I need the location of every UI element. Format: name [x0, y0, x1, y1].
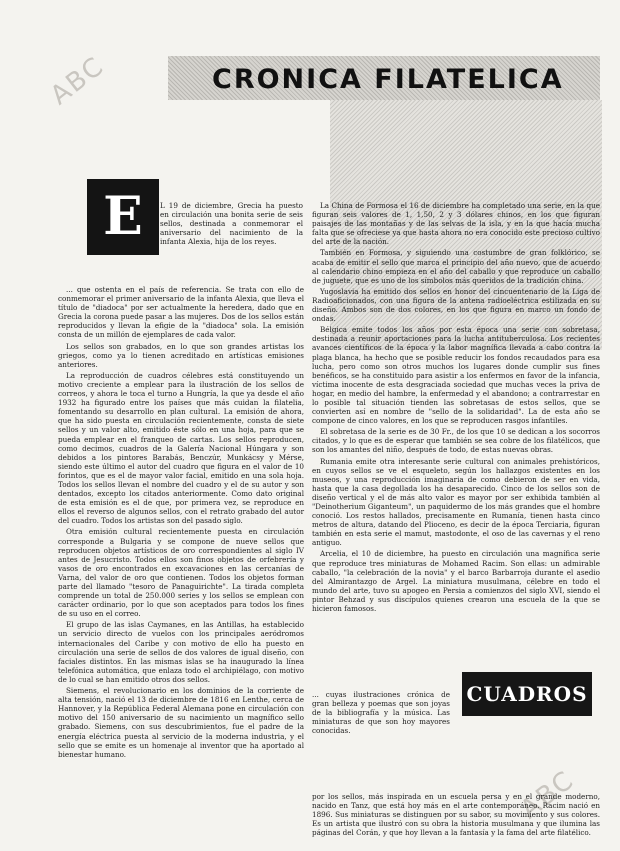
right-bottom-paragraph: por los sellos, más inspirada en un escuela persa y en el grande moderno, nacido en Tanz, que está hoy más en el arte contemporáneo. Racim nació en 1896. Sus miniaturas se distinguen por su sabor, su movimiento y sus colores. Es un artista que ilustró con su obra la historia musulmana y que ilumina las páginas del Corán, y que hoy llevan a la fantasía y la fama del arte filatélico. — [312, 792, 600, 838]
left-paragraph: El grupo de las islas Caymanes, en las Antillas, ha establecido un servicio directo de vuelos con los principales aeródromos internacionales del Caribe y con motivo de ello ha puesto en circulación una serie de sellos de dos valores de igual diseño, con faciales distintos. En las mismas islas se ha inaugurado la línea telefónica automática, que enlaza todo el archipiélago, con motivo de lo cual se han emitido otros dos sellos. — [58, 620, 304, 684]
right-paragraph: También en Formosa, y siguiendo una costumbre de gran folklórico, se acaba de emitir el sello que marca el principio del año nuevo, que de acuerdo al calendario chino empieza en el año del caballo y que reproduce un caballo de juguete, que es uno de los símbolos más queridos de la tradición china. — [312, 248, 600, 285]
left-paragraph: Otra emisión cultural recientemente puesta en circulación corresponde a Bulgaria y se compone de nueve sellos que reproducen objetos artísticos de oro correspondientes al siglo IV antes de Jesucristo. Todos ellos son finos objetos de orfebrería y vasos de oro encontrados en excavaciones en las cercanías de Varna, del valor de oro que contienen. Todos los objetos forman parte del llamado "tesoro de Panaguirichte". La tirada completa comprende un total de 250.000 series y los sellos se emplean con carácter ordinario, por lo que son aceptados para todos los fines de su uso en el correo. — [58, 527, 304, 619]
watermark-bottom-right: ABC — [515, 764, 581, 826]
right-low-paragraph: ... cuyas ilustraciones crónica de gran belleza y poemas que son joyas de la bibliografía y la música. Las miniaturas de que son hoy mayores conocidas. — [312, 690, 450, 736]
left-paragraph: ... que ostenta en el país de referencia. Se trata con ello de conmemorar el primer aniversario de la infanta Alexia, que lleva el título de "diadoca" por ser actualmente la heredera, dado que en Grecia la corona puede pasar a las mujeres. Dos de los sellos están reproducidos y llevan la efigie de la "diadoca" sola. La emisión consta de un millón de ejemplares de cada valor. — [58, 285, 304, 340]
section-box-cuadros: CUADROS — [462, 672, 592, 716]
left-column — [58, 285, 304, 761]
right-column — [312, 201, 600, 615]
intro-paragraph: L 19 de diciembre, Grecia ha puesto en circulación una bonita serie de seis sellos, destinada a conmemorar el aniversario del nacimiento de la infanta Alexia, hija de los reyes. — [160, 201, 303, 247]
left-paragraph: Los sellos son grabados, en lo que son grandes artistas los griegos, como ya lo tienen acreditado en artísticas emisiones anteriores. — [58, 341, 304, 369]
right-paragraph: El sobretasa de la serie es de 30 Fr., de los que 10 se dedican a los socorros citados, y lo que es de esperar que también se sea cobre de los filatélicos, que son los amantes del niño, después de todo, de estas nuevas obras. — [312, 427, 600, 455]
intro-text — [160, 201, 303, 248]
right-paragraph: Bélgica emite todos los años por esta época una serie con sobretasa, destinada a reunir aportaciones para la lucha antituberculosa. Los recientes avances científicos de la época y la labor magnífica llevada a cabo contra la plaga blanca, ha hecho que se posible reducir los fondos recaudados para esa lucha, pero como son otros muchos los lugares donde cumplir sus fines benéficos, se ha constituido para asistir a los enfermos en favor de la infancia, víctima inocente de esta desgraciada sociedad que muchas veces la priva de hogar, en medio del hambre, la enfermedad y el abandono; a contrarrestar en lo posible tal situación tienden las sobretasas de estos sellos, que se convierten así en nombre de "sello de la solidaridad". La de esta año se compone de cinco valores, en los que se reproducen rasgos infantiles. — [312, 325, 600, 426]
watermark-top-left: ABC — [45, 50, 111, 112]
right-paragraph: Rumania emite otra interesante serie cultural con animales prehistóricos, en cuyos sellos se ve el esqueleto, según los hallazgos existentes en los museos, y una reproducción imaginaria de como debieron de ser en vida, hasta que la casa degollada los ha desaparecido. Cinco de los sellos son de diseño vertical y el de más alto valor es mayor por ser exhibida también al "Deinotherium Giganteum", un paquidermo de los más grandes que el hombre conoció. Los restos hallados, precisamente en Rumanía, tienen hasta cinco metros de altura, datando del Plioceno, es decir de la época Terciaria, figuran también en esta serie el mamut, mastodonte, el oso de las cavernas y el reno antiguo. — [312, 456, 600, 548]
right-paragraph: La China de Formosa el 16 de diciembre ha completado una serie, en la que figuran seis valores de 1, 1,50, 2 y 3 dólares chinos, en los que figuran paisajes de las montañas y de las selvas de la isla, y en la que hacía mucha falta que se ofreciese ya que hasta ahora no era conocido este precioso cultivo del arte de la nación. — [312, 201, 600, 247]
right-paragraph: Arcelia, el 10 de diciembre, ha puesto en circulación una magnífica serie que reproduce tres miniaturas de Mohamed Racim. Son ellas: un admirable caballo, "la celebración de la novia" y el barco Barbarroja durante el asedio del Almirantazgo de Argel. La miniatura musulmana, célebre en todo el mundo del arte, tuvo su apogeo en Persia a comienzos del siglo XVI, siendo el pintor Behzad y sus discípulos quienes crearon una escuela de la que se hicieron famosos. — [312, 549, 600, 614]
left-paragraph: La reproducción de cuadros célebres está constituyendo un motivo creciente a emplear para la ilustración de los sellos de correos, y ahora le toca el turno a Hungría, la que ya desde el año 1932 ha figurado entre los países que más cuidan la filatelia, fomentando su desarrollo en plan cultural. La emisión de ahora, que ha sido puesta en circulación recientemente, consta de siete sellos y un valor alto, emitido éste sólo en una hoja, para que se pueda emplear en el franqueo de cartas. Los sellos reproducen, como decimos, cuadros de la Galería Nacional Húngara y son debidos a los pintores Barabás, Benczúr, Munkácsy y Mérse, siendo este último el autor del cuadro que figura en el valor de 10 forintos, que es el de mayor valor facial, emitido en una sola hoja. Todos los sellos llevan el nombre del cuadro y el de su autor y son dentados, excepto los citados anteriormente. Como dato original de esta emisión es el de que, por primera vez, se reproduce en ellos el reverso de algunos sellos, con el retrato grabado del autor del cuadro. Todos los artistas son del pasado siglo. — [58, 370, 304, 526]
left-paragraph: Siemens, el revolucionario en los dominios de la corriente de alta tensión, nació el 13 de diciembre de 1816 en Lenthe, cerca de Hannover, y la República Federal Alemana pone en circulación con motivo del 150 aniversario de su nacimiento un magnífico sello grabado. Siemens, con sus descubrimientos, fue el padre de la energía eléctrica puesta al servicio de la moderna industria, y el sello que se emite es un homenaje al inventor que ha aportado al bienestar humano. — [58, 686, 304, 759]
right-bottom-column — [312, 792, 600, 839]
page-title: CRONICA FILATELICA — [212, 64, 564, 95]
dropcap: E — [87, 179, 159, 255]
right-low-column — [312, 690, 450, 737]
right-paragraph: Yugoslavia ha emitido dos sellos en honor del cincuentenario de la Liga de Radioaficionados, con una figura de la antena radioeléctrica estilizada en su diseño. Ambos son de dos colores, en los que figura en marco un fondo de ondas. — [312, 286, 600, 324]
